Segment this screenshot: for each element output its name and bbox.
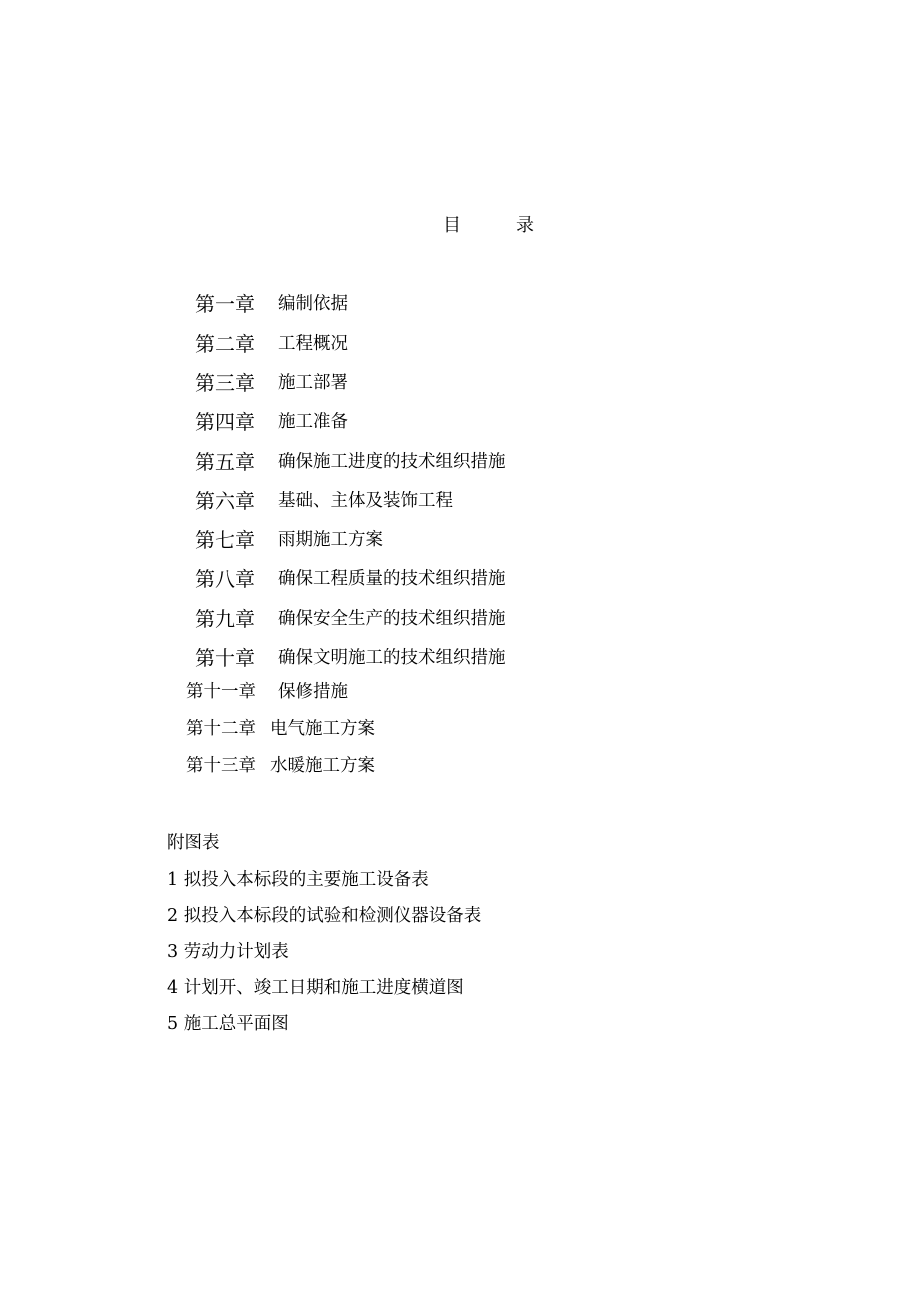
appendix-item[interactable]: 5 施工总平面图 bbox=[167, 1014, 289, 1034]
chapter-label: 第十三章 bbox=[186, 756, 256, 776]
chapter-title: 编制依据 bbox=[278, 294, 348, 314]
chapter-title: 施工部署 bbox=[278, 373, 348, 393]
chapter-title: 基础、主体及装饰工程 bbox=[278, 491, 453, 511]
chapter-label: 第十章 bbox=[195, 646, 255, 670]
appendix-heading: 附图表 bbox=[167, 833, 220, 853]
chapter-label: 第四章 bbox=[195, 410, 255, 434]
appendix-item[interactable]: 3 劳动力计划表 bbox=[167, 942, 289, 962]
appendix-item[interactable]: 1 拟投入本标段的主要施工设备表 bbox=[167, 870, 429, 890]
chapter-title: 确保文明施工的技术组织措施 bbox=[278, 648, 506, 668]
chapter-title: 工程概况 bbox=[278, 334, 348, 354]
chapter-label: 第二章 bbox=[195, 332, 255, 356]
chapter-label: 第六章 bbox=[195, 489, 255, 513]
chapter-title: 施工准备 bbox=[278, 412, 348, 432]
chapter-label: 第三章 bbox=[195, 371, 255, 395]
appendix-item[interactable]: 4 计划开、竣工日期和施工进度横道图 bbox=[167, 978, 464, 998]
chapter-label: 第一章 bbox=[195, 292, 255, 316]
chapter-title: 确保施工进度的技术组织措施 bbox=[278, 452, 506, 472]
chapter-title: 确保工程质量的技术组织措施 bbox=[278, 569, 506, 589]
title-char-mu: 目 bbox=[443, 215, 461, 236]
chapter-label: 第十二章 bbox=[186, 719, 256, 739]
chapter-label: 第七章 bbox=[195, 528, 255, 552]
chapter-label: 第八章 bbox=[195, 567, 255, 591]
chapter-label: 第十一章 bbox=[186, 682, 256, 702]
chapter-title: 确保安全生产的技术组织措施 bbox=[278, 609, 506, 629]
chapter-label: 第九章 bbox=[195, 607, 255, 631]
appendix-item[interactable]: 2 拟投入本标段的试验和检测仪器设备表 bbox=[167, 906, 482, 926]
chapter-title: 水暖施工方案 bbox=[270, 756, 375, 776]
chapter-title: 保修措施 bbox=[278, 682, 348, 702]
chapter-title: 雨期施工方案 bbox=[278, 530, 383, 550]
chapter-label: 第五章 bbox=[195, 450, 255, 474]
title-char-lu: 录 bbox=[516, 215, 534, 236]
chapter-title: 电气施工方案 bbox=[270, 719, 375, 739]
